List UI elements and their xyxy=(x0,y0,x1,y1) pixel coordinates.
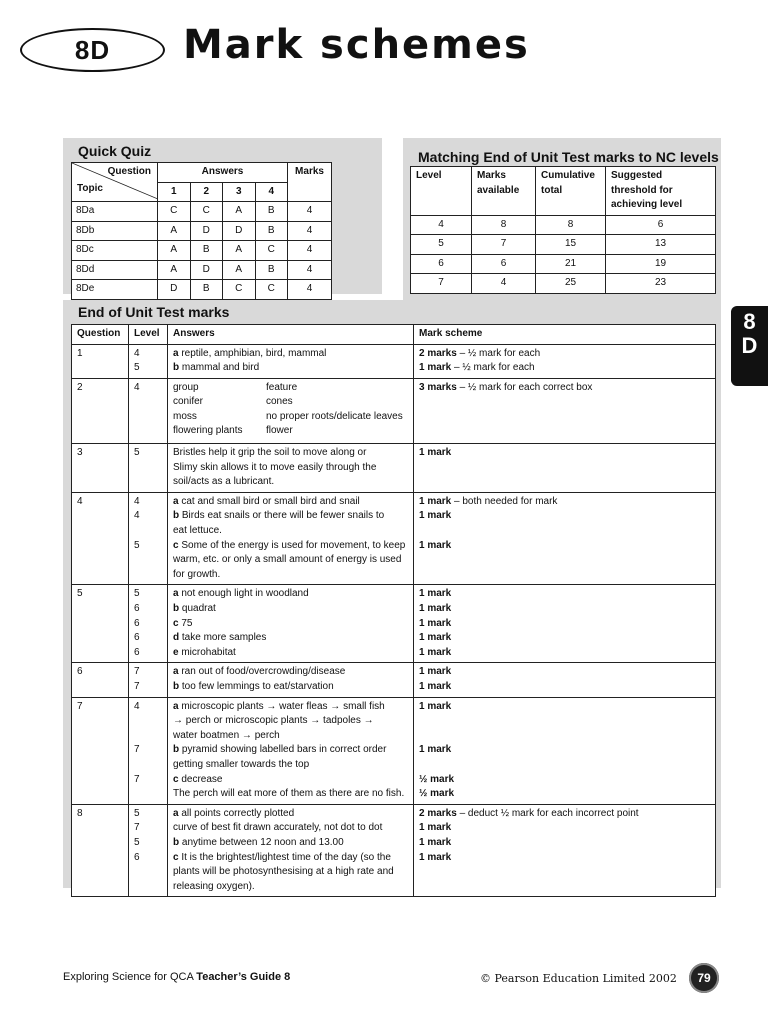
answer-line: warm, etc. or only a small amount of energy is used xyxy=(173,554,402,566)
mark-count: 1 mark xyxy=(419,495,452,507)
answer-cell: B xyxy=(255,202,288,222)
answer-number-4: 4 xyxy=(255,182,288,202)
marks-cell: 4 xyxy=(288,260,332,280)
mark-cell xyxy=(414,585,716,663)
topic-label: Topic xyxy=(77,183,103,194)
item-letter: b xyxy=(173,744,182,756)
answers-header: Answers xyxy=(158,163,288,183)
footer-publication xyxy=(63,971,290,983)
mark-cell xyxy=(414,444,716,493)
answer-line: c 75 xyxy=(173,617,193,629)
answer-line: curve of best fit drawn accurately, not dot to dot xyxy=(173,822,383,834)
level-value: 7 xyxy=(134,822,140,834)
answer-cell: A xyxy=(158,221,191,241)
level-cell: 5 xyxy=(411,235,472,255)
answer-cell xyxy=(168,697,414,804)
quick-quiz-table xyxy=(71,162,332,300)
mark-line: 3 marks – ½ mark for each correct box xyxy=(419,381,593,393)
threshold-cell: 13 xyxy=(606,235,716,255)
level-cell xyxy=(129,492,168,585)
item-letter: a xyxy=(173,495,182,507)
item-letter: e xyxy=(173,646,182,658)
answer-line: a microscopic plants → water fleas → small fish xyxy=(173,700,385,712)
question-label: Question xyxy=(107,166,151,177)
group-item: group xyxy=(173,381,199,393)
item-letter: b xyxy=(173,510,182,522)
answer-cell xyxy=(168,378,414,443)
level-value: 5 xyxy=(134,836,140,848)
footer-guide: Teacher’s Guide 8 xyxy=(196,971,291,983)
topic-cell: 8Db xyxy=(72,221,158,241)
level-value: 6 xyxy=(134,632,140,644)
mark-cell xyxy=(414,344,716,378)
side-tab-line2: D xyxy=(741,333,758,358)
cumulative-cell: 21 xyxy=(536,254,606,274)
group-item: conifer xyxy=(173,396,204,408)
item-letter: b xyxy=(173,362,182,374)
answer-line: b Birds eat snails or there will be fewer snails to xyxy=(173,510,385,522)
answer-cell: D xyxy=(158,280,191,300)
level-value: 5 xyxy=(134,539,140,551)
cumulative-cell: 8 xyxy=(536,215,606,235)
mark-line: 1 mark xyxy=(419,539,452,551)
answer-cell xyxy=(168,492,414,585)
table-row xyxy=(72,585,716,663)
end-of-unit-table xyxy=(71,324,716,897)
answer-line: getting smaller towards the top xyxy=(173,758,310,770)
level-cell xyxy=(129,585,168,663)
item-letter: c xyxy=(173,539,182,551)
marks-cell: 4 xyxy=(288,202,332,222)
answer-line: The perch will eat more of them as there are no fish. xyxy=(173,788,405,800)
item-letter: b xyxy=(173,603,182,614)
answer-number-2: 2 xyxy=(190,182,223,202)
page-number: 79 xyxy=(689,963,719,993)
level-cell xyxy=(129,663,168,697)
mark-line: 1 mark xyxy=(419,617,452,629)
answer-line: b pyramid showing labelled bars in correct order xyxy=(173,744,387,756)
question-number: 4 xyxy=(72,492,129,585)
mark-line xyxy=(419,524,710,539)
table-row xyxy=(411,235,716,255)
table-row xyxy=(72,280,332,300)
threshold-header: Suggested threshold for achieving level xyxy=(606,167,716,216)
mark-line: 1 mark – both needed for mark xyxy=(419,495,558,507)
answer-cell xyxy=(168,804,414,897)
answer-line: a ran out of food/overcrowding/disease xyxy=(173,666,346,678)
answer-line: eat lettuce. xyxy=(173,525,222,537)
mark-line: 2 marks – deduct ½ mark for each incorrect point xyxy=(419,807,639,819)
mark-count: 3 marks xyxy=(419,381,457,393)
threshold-cell: 19 xyxy=(606,254,716,274)
feature-item: no proper roots/delicate leaves xyxy=(266,410,403,422)
level-value: 4 xyxy=(134,700,140,712)
answer-line: plants will be photosynthesising at a high rate and xyxy=(173,866,394,878)
end-of-unit-title: End of Unit Test marks xyxy=(78,304,230,320)
marks-cell: 4 xyxy=(288,280,332,300)
answer-line: c It is the brightest/lightest time of the day (so the xyxy=(173,851,391,863)
footer-series: Exploring Science for QCA xyxy=(63,971,194,983)
level-cell xyxy=(129,804,168,897)
level-cell: 7 xyxy=(411,274,472,294)
mark-cell xyxy=(414,697,716,804)
answer-cell: C xyxy=(223,280,256,300)
levels-header-row xyxy=(411,167,716,216)
threshold-cell: 6 xyxy=(606,215,716,235)
level-cell xyxy=(129,444,168,493)
answer-cell: C xyxy=(255,241,288,261)
nc-levels-table xyxy=(410,166,716,294)
feature-item: feature xyxy=(266,381,298,393)
mark-line: 1 mark xyxy=(419,666,452,678)
table-row xyxy=(72,378,716,443)
answer-line: d take more samples xyxy=(173,632,267,644)
table-row xyxy=(411,254,716,274)
level-cell xyxy=(129,344,168,378)
marks-cell: 4 xyxy=(288,241,332,261)
page-title: Mark schemes xyxy=(183,22,530,68)
mark-line xyxy=(419,714,710,729)
item-letter: c xyxy=(173,617,182,629)
answer-cell: C xyxy=(158,202,191,222)
level-value: 5 xyxy=(134,807,140,819)
mark-line: 1 mark xyxy=(419,646,452,658)
answer-line: a reptile, amphibian, bird, mammal xyxy=(173,347,327,359)
level-cell: 4 xyxy=(411,215,472,235)
mark-line: ½ mark xyxy=(419,773,455,785)
answer-line: a cat and small bird or small bird and snail xyxy=(173,495,360,507)
answer-line: a all points correctly plotted xyxy=(173,807,295,819)
mark-line: 1 mark xyxy=(419,744,452,756)
level-value xyxy=(134,714,162,729)
answer-line: Bristles help it grip the soil to move along or xyxy=(173,447,367,459)
table-row xyxy=(411,274,716,294)
level-cell: 6 xyxy=(411,254,472,274)
question-number: 2 xyxy=(72,378,129,443)
mark-line: 1 mark xyxy=(419,510,452,522)
mark-line xyxy=(419,729,710,744)
level-value: 4 xyxy=(134,381,140,393)
marks-available-cell: 6 xyxy=(472,254,536,274)
table-row xyxy=(72,241,332,261)
marks-available-header: Marks available xyxy=(472,167,536,216)
item-letter: d xyxy=(173,632,182,644)
answer-cell: A xyxy=(158,260,191,280)
item-letter: b xyxy=(173,836,182,848)
answer-cell: C xyxy=(255,280,288,300)
answer-cell xyxy=(168,344,414,378)
quick-quiz-title: Quick Quiz xyxy=(78,143,152,159)
level-value: 4 xyxy=(134,347,140,359)
answer-cell: B xyxy=(255,260,288,280)
mark-line: 2 marks – ½ mark for each xyxy=(419,347,541,359)
marks-header: Marks xyxy=(288,163,332,202)
level-value xyxy=(134,729,162,744)
answer-line: e microhabitat xyxy=(173,646,236,658)
mark-cell xyxy=(414,378,716,443)
answers-header: Answers xyxy=(168,325,414,345)
answer-cell: A xyxy=(223,202,256,222)
answer-number-3: 3 xyxy=(223,182,256,202)
answer-line: for growth. xyxy=(173,568,221,580)
question-number: 5 xyxy=(72,585,129,663)
answer-cell: D xyxy=(190,260,223,280)
unit-code-badge: 8D xyxy=(20,28,165,72)
answer-cell xyxy=(168,663,414,697)
answer-line: c Some of the energy is used for movement, to keep xyxy=(173,539,406,551)
item-letter: b xyxy=(173,680,182,692)
table-row xyxy=(72,260,332,280)
table-row xyxy=(72,202,332,222)
feature-item: flower xyxy=(266,425,293,437)
table-row xyxy=(72,444,716,493)
side-tab-line1: 8 xyxy=(743,309,756,334)
mark-line: 1 mark xyxy=(419,588,452,600)
nc-levels-title: Matching End of Unit Test marks to NC levels xyxy=(418,149,719,165)
item-letter: a xyxy=(173,588,182,600)
unit-side-tab xyxy=(731,306,768,386)
mark-count: 2 marks xyxy=(419,807,457,819)
level-value: 5 xyxy=(134,447,140,459)
marks-cell: 4 xyxy=(288,221,332,241)
answer-cell: A xyxy=(223,241,256,261)
table-row xyxy=(72,344,716,378)
level-value xyxy=(134,787,162,802)
table-row xyxy=(72,804,716,897)
level-cell xyxy=(129,378,168,443)
question-number: 6 xyxy=(72,663,129,697)
table-row xyxy=(411,215,716,235)
level-value: 7 xyxy=(134,744,140,756)
mark-cell xyxy=(414,492,716,585)
level-value: 4 xyxy=(134,510,140,522)
question-number: 8 xyxy=(72,804,129,897)
mark-line: 1 mark xyxy=(419,447,452,459)
mark-cell xyxy=(414,804,716,897)
cumulative-header: Cumulative total xyxy=(536,167,606,216)
answer-line: b anytime between 12 noon and 13.00 xyxy=(173,836,344,848)
marks-available-cell: 4 xyxy=(472,274,536,294)
level-header: Level xyxy=(411,167,472,216)
marks-available-cell: 7 xyxy=(472,235,536,255)
level-header: Level xyxy=(129,325,168,345)
answer-cell: A xyxy=(223,260,256,280)
level-value: 6 xyxy=(134,646,140,658)
answer-cell: D xyxy=(223,221,256,241)
group-feature-list xyxy=(173,381,408,439)
answer-number-1: 1 xyxy=(158,182,191,202)
answer-cell: B xyxy=(190,241,223,261)
answer-line: c decrease xyxy=(173,773,223,785)
question-number: 7 xyxy=(72,697,129,804)
answer-line: releasing oxygen). xyxy=(173,880,255,892)
topic-cell: 8Dd xyxy=(72,260,158,280)
group-item: moss xyxy=(173,410,197,422)
level-value: 4 xyxy=(134,495,140,507)
level-cell xyxy=(129,697,168,804)
mark-line: 1 mark xyxy=(419,632,452,644)
level-value: 7 xyxy=(134,773,140,785)
level-value: 7 xyxy=(134,680,140,692)
mark-count: 1 mark xyxy=(419,362,452,374)
level-value xyxy=(134,524,162,539)
table-row xyxy=(72,221,332,241)
item-letter: a xyxy=(173,666,182,678)
mark-line: 1 mark xyxy=(419,603,452,614)
answer-cell: A xyxy=(158,241,191,261)
table-row xyxy=(72,697,716,804)
question-number: 1 xyxy=(72,344,129,378)
mark-line: 1 mark xyxy=(419,680,452,692)
answer-line: Slimy skin allows it to move easily through the xyxy=(173,461,377,473)
answer-cell xyxy=(168,585,414,663)
mark-line: 1 mark – ½ mark for each xyxy=(419,362,535,374)
answer-line: water boatmen → perch xyxy=(173,729,280,741)
answer-line: soil/acts as a lubricant. xyxy=(173,476,275,488)
threshold-cell: 23 xyxy=(606,274,716,294)
item-letter: a xyxy=(173,700,182,712)
answer-line: → perch or microscopic plants → tadpoles → xyxy=(173,715,374,727)
item-letter: a xyxy=(173,807,182,819)
item-letter: c xyxy=(173,773,182,785)
level-value: 5 xyxy=(134,362,140,374)
cumulative-cell: 15 xyxy=(536,235,606,255)
answer-line: b quadrat xyxy=(173,603,216,614)
mark-scheme-header: Mark scheme xyxy=(414,325,716,345)
group-item: flowering plants xyxy=(173,425,243,437)
mark-line: 1 mark xyxy=(419,851,452,863)
answer-cell: C xyxy=(190,202,223,222)
answer-line: b mammal and bird xyxy=(173,362,260,374)
feature-item: cones xyxy=(266,396,293,408)
item-letter: c xyxy=(173,851,182,863)
level-value: 6 xyxy=(134,851,140,863)
answer-line: a not enough light in woodland xyxy=(173,588,309,600)
marks-available-cell: 8 xyxy=(472,215,536,235)
question-header: Question xyxy=(72,325,129,345)
item-letter: a xyxy=(173,347,182,359)
mark-line: 1 mark xyxy=(419,822,452,834)
answer-cell xyxy=(168,444,414,493)
topic-cell: 8De xyxy=(72,280,158,300)
mark-cell xyxy=(414,663,716,697)
table-row xyxy=(72,663,716,697)
level-value: 7 xyxy=(134,666,140,678)
topic-cell: 8Da xyxy=(72,202,158,222)
table-row xyxy=(72,492,716,585)
answer-line: b too few lemmings to eat/starvation xyxy=(173,680,334,692)
question-number: 3 xyxy=(72,444,129,493)
mark-line xyxy=(419,758,710,773)
mark-line: ½ mark xyxy=(419,788,455,800)
level-value: 6 xyxy=(134,617,140,629)
level-value xyxy=(134,758,162,773)
unit-header-row xyxy=(72,325,716,345)
mark-line: 1 mark xyxy=(419,836,452,848)
level-value: 6 xyxy=(134,603,140,614)
level-value: 5 xyxy=(134,588,140,600)
quiz-header-row xyxy=(72,163,332,183)
answer-cell: B xyxy=(255,221,288,241)
cumulative-cell: 25 xyxy=(536,274,606,294)
mark-count: 2 marks xyxy=(419,347,457,359)
topic-cell: 8Dc xyxy=(72,241,158,261)
mark-line: 1 mark xyxy=(419,700,452,712)
footer-copyright: © Pearson Education Limited 2002 xyxy=(480,972,677,985)
answer-cell: B xyxy=(190,280,223,300)
answer-cell: D xyxy=(190,221,223,241)
question-topic-header xyxy=(72,163,158,202)
